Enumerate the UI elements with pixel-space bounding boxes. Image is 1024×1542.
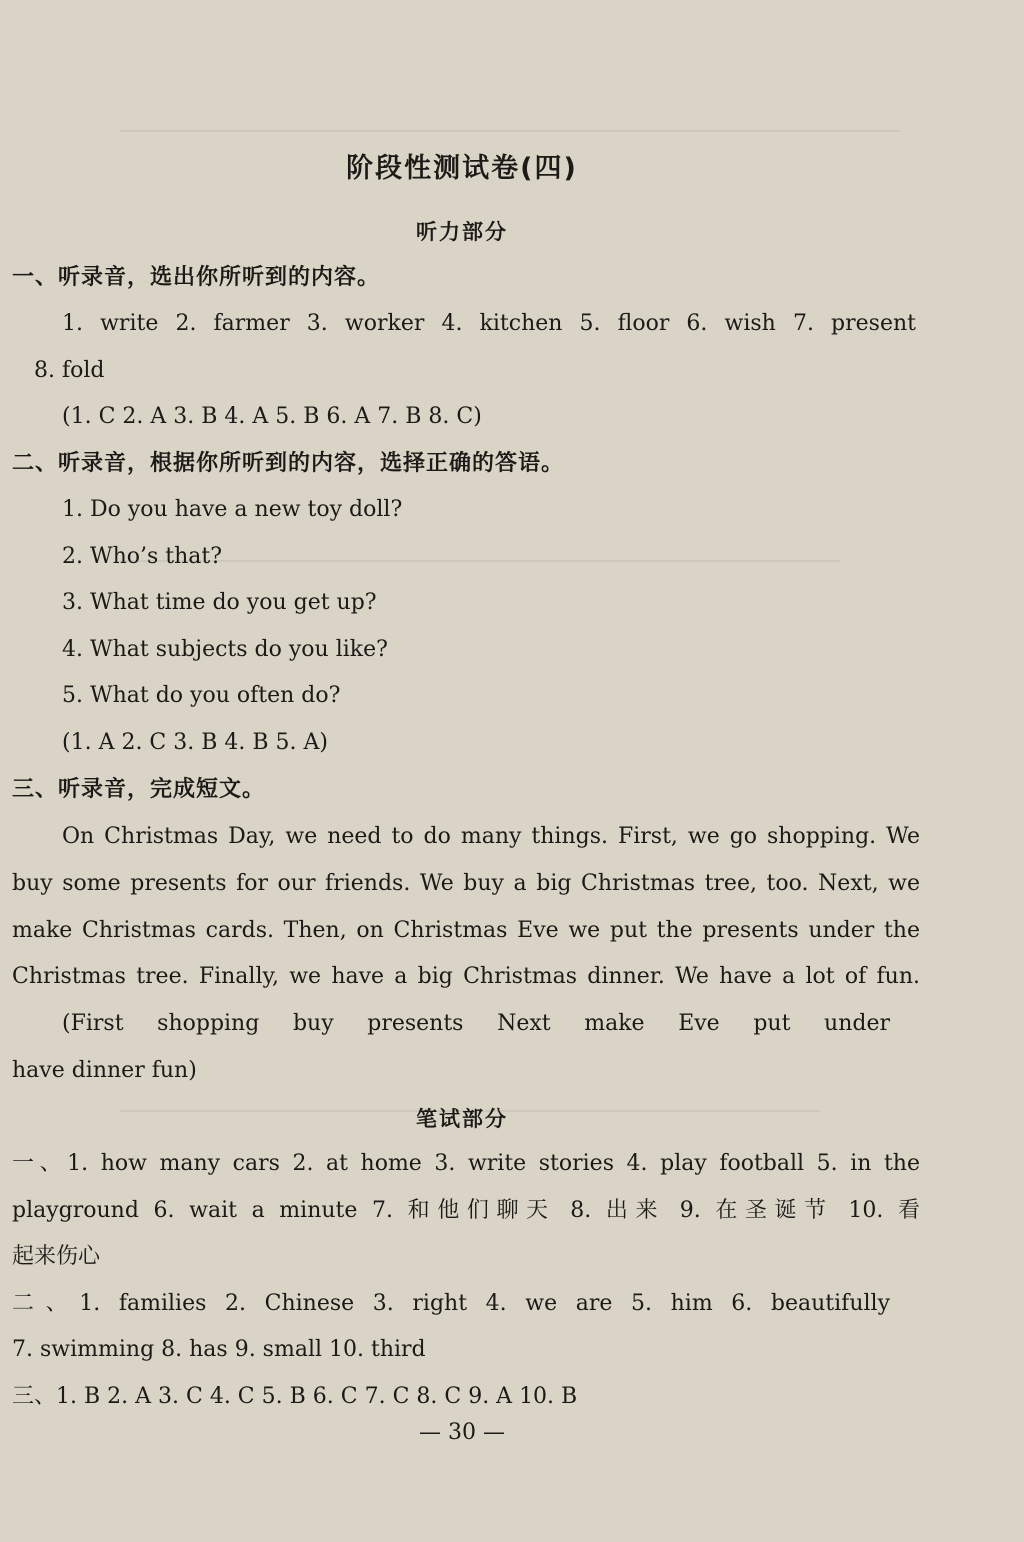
listening-section-1-answers: (1. C 2. A 3. B 4. A 5. B 6. A 7. B 8. C)	[62, 404, 482, 429]
page-number: — 30 —	[419, 1420, 505, 1445]
listening-section-3-heading: 三、听录音，完成短文。	[12, 777, 266, 802]
written-section-1-line-1: 一、1. how many cars 2. at home 3. write stories 4. play football 5. in the	[12, 1151, 920, 1176]
listening-section-3-answers-line-2: have dinner fun)	[12, 1058, 197, 1083]
page-title: 阶段性测试卷(四)	[346, 153, 578, 184]
listening-section-3-answers-line-1: (First shopping buy presents Next make Eve put under	[62, 1011, 890, 1036]
listening-heading: 听力部分	[416, 220, 508, 244]
written-section-2-line-1: 二、1. families 2. Chinese 3. right 4. we are 5. him 6. beautifully	[12, 1291, 890, 1316]
listening-section-2-heading: 二、听录音，根据你所听到的内容，选择正确的答语。	[12, 451, 565, 476]
written-section-1-line-2: playground 6. wait a minute 7. 和他们聊天 8. 出来 9. 在圣诞节 10. 看	[12, 1198, 920, 1223]
list-item: 1. Do you have a new toy doll?	[62, 497, 403, 522]
written-section-1-line-3: 起来伤心	[12, 1244, 101, 1269]
listening-section-2-answers: (1. A 2. C 3. B 4. B 5. A)	[62, 730, 328, 755]
listening-section-1-heading: 一、听录音，选出你所听到的内容。	[12, 265, 381, 290]
list-item: 3. What time do you get up?	[62, 590, 377, 615]
written-section-2-line-2: 7. swimming 8. has 9. small 10. third	[12, 1337, 426, 1362]
list-item: 4. What subjects do you like?	[62, 637, 388, 662]
listening-section-1-line-1: 1. write 2. farmer 3. worker 4. kitchen 5. floor 6. wish 7. present	[62, 311, 916, 336]
list-item: 5. What do you often do?	[62, 683, 341, 708]
passage-line-2: buy some presents for our friends. We buy a big Christmas tree, too. Next, we	[12, 871, 920, 896]
passage-line-1: On Christmas Day, we need to do many things. First, we go shopping. We	[62, 824, 920, 849]
listening-section-1-line-2: 8. fold	[34, 358, 105, 383]
passage-line-4: Christmas tree. Finally, we have a big Christmas dinner. We have a lot of fun.	[12, 964, 920, 989]
written-heading: 笔试部分	[416, 1107, 508, 1131]
written-section-3-answers: 三、1. B 2. A 3. C 4. C 5. B 6. C 7. C 8. C 9. A 10. B	[12, 1384, 578, 1409]
passage-line-3: make Christmas cards. Then, on Christmas Eve we put the presents under the	[12, 918, 920, 943]
list-item: 2. Who’s that?	[62, 544, 223, 569]
